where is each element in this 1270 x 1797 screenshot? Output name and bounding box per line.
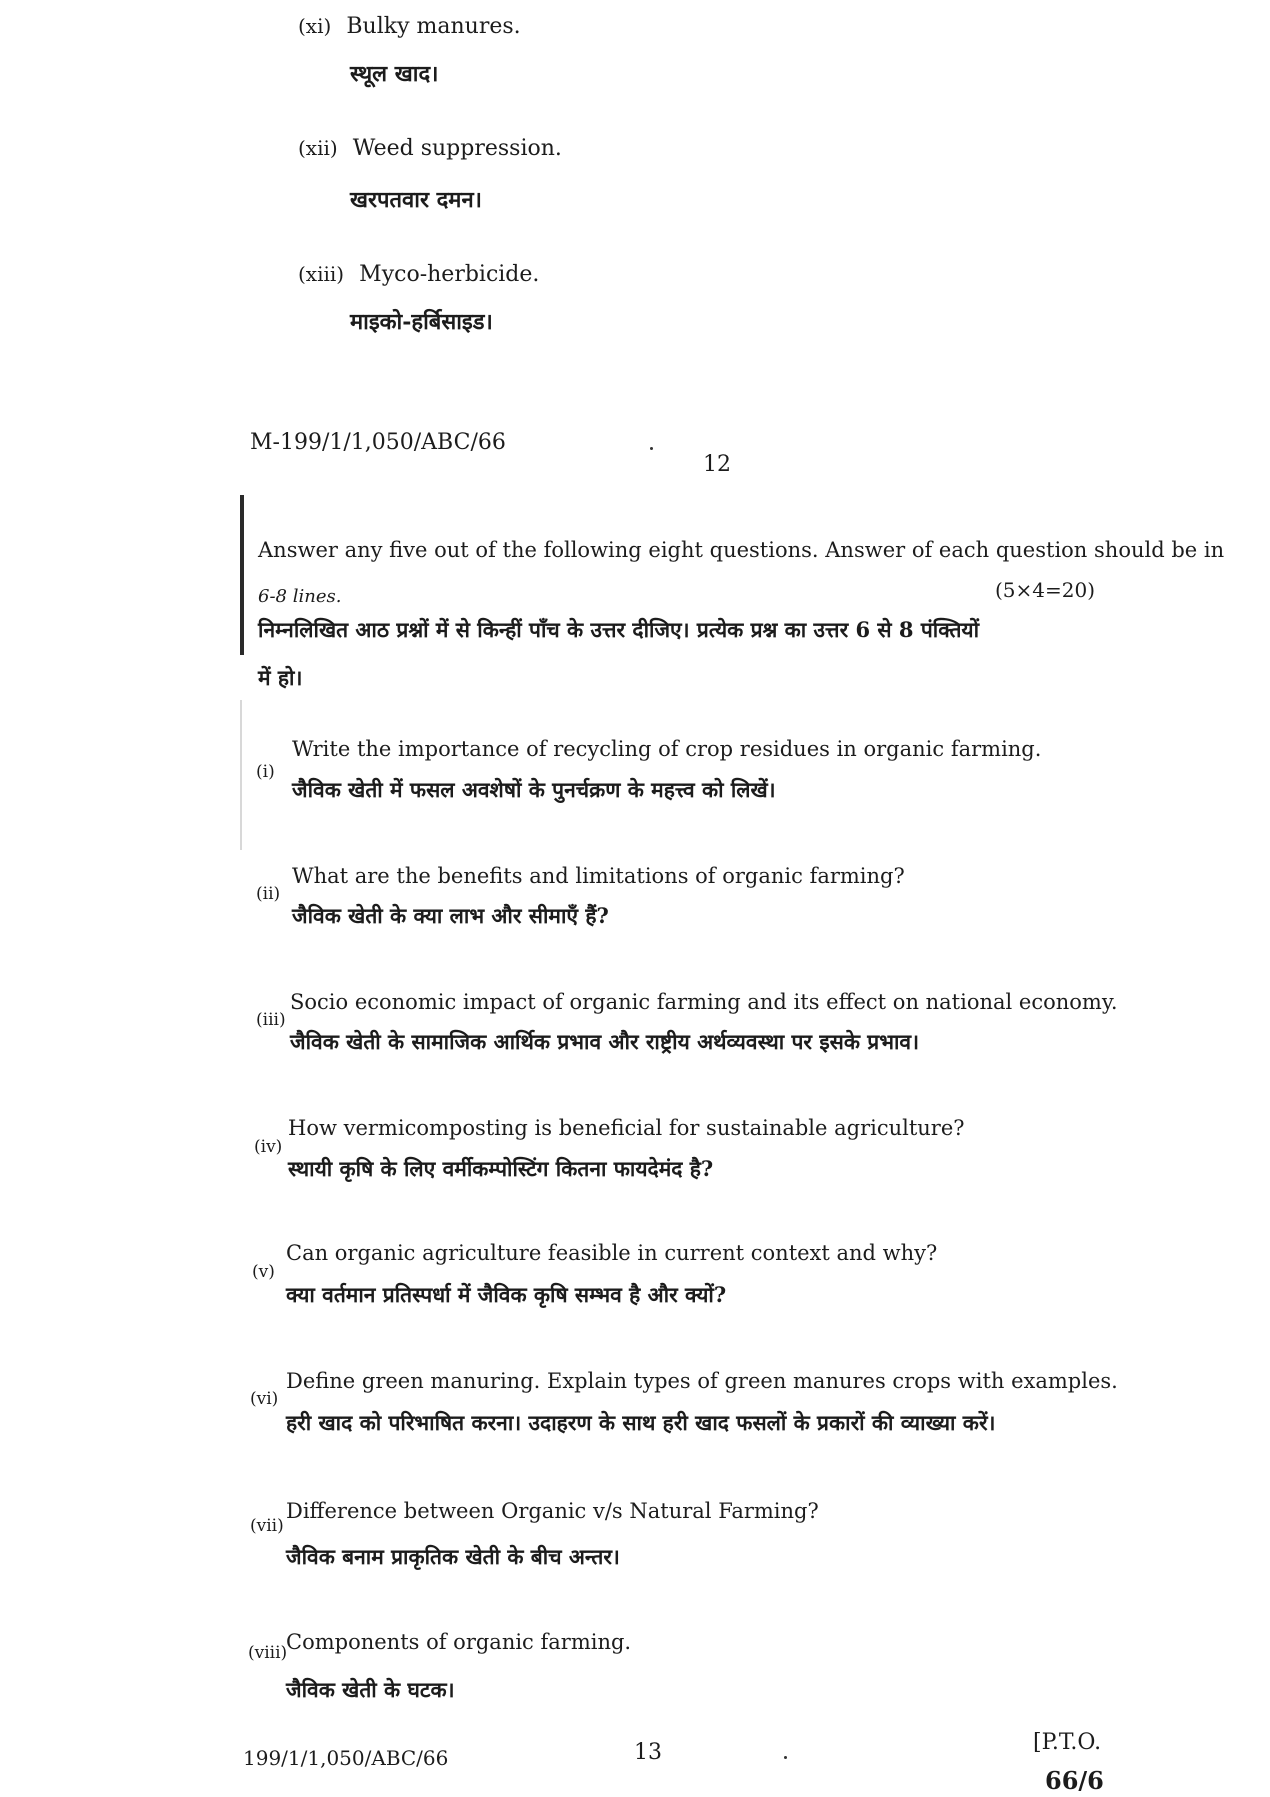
question-hindi: हरी खाद को परिभाषित करना। उदाहरण के साथ हरी खाद फसलों के प्रकारों की व्याख्या करें। [286, 1410, 996, 1435]
question-english: Socio economic impact of organic farming and its effect on national economy. [290, 990, 1118, 1014]
instruction-english: Answer any five out of the following eight questions. Answer of each question should be in [258, 538, 1225, 562]
question-english: Can organic agriculture feasible in current context and why? [286, 1241, 938, 1265]
instruction-lines: 6-8 lines. [258, 586, 342, 607]
question-hindi: जैविक खेती में फसल अवशेषों के पुनर्चक्रण के महत्त्व को लिखें। [292, 777, 776, 802]
question-english: Components of organic farming. [286, 1630, 632, 1654]
item-number: (xii) [298, 136, 338, 160]
page-number: 13 [634, 1740, 662, 1765]
question-number: (vi) [250, 1389, 279, 1409]
question-number: (i) [256, 762, 275, 782]
scan-margin-line [240, 495, 244, 655]
item-number: (xiii) [298, 262, 345, 286]
question-hindi: जैविक बनाम प्राकृतिक खेती के बीच अन्तर। [286, 1544, 620, 1569]
item-hindi: माइको-हर्बिसाइड। [350, 309, 493, 335]
top-item-xii [298, 136, 562, 161]
question-english: Write the importance of recycling of crop residues in organic farming. [292, 737, 1042, 761]
item-number: (xi) [298, 14, 332, 38]
question-hindi: स्थायी कृषि के लिए वर्मीकम्पोस्टिंग कितना फायदेमंद है? [288, 1156, 714, 1181]
top-item-xi [298, 14, 521, 39]
question-english: Define green manuring. Explain types of green manures crops with examples. [286, 1369, 1118, 1393]
item-english: Myco-herbicide. [359, 262, 540, 287]
scan-dot [784, 1756, 787, 1759]
item-english: Bulky manures. [346, 14, 521, 39]
question-english: Difference between Organic v/s Natural Farming? [286, 1499, 819, 1523]
question-number: (iii) [256, 1010, 286, 1030]
item-hindi: खरपतवार दमन। [350, 187, 483, 213]
question-number: (viii) [248, 1643, 288, 1663]
question-hindi: क्या वर्तमान प्रतिस्पर्धा में जैविक कृषि सम्भव है और क्यों? [286, 1282, 727, 1307]
question-hindi: जैविक खेती के क्या लाभ और सीमाएँ हैं? [292, 903, 609, 928]
question-number: (iv) [254, 1137, 283, 1157]
top-item-xiii [298, 262, 539, 287]
marks: (5×4=20) [995, 578, 1096, 602]
question-hindi: जैविक खेती के घटक। [286, 1677, 455, 1702]
paper-code: 199/1/1,050/ABC/66 [243, 1746, 449, 1770]
question-number: (ii) [256, 884, 281, 904]
question-number: (vii) [250, 1516, 284, 1536]
question-hindi: जैविक खेती के सामाजिक आर्थिक प्रभाव और राष्ट्रीय अर्थव्यवस्था पर इसके प्रभाव। [290, 1029, 920, 1054]
item-hindi: स्थूल खाद। [350, 61, 439, 87]
question-number: (v) [252, 1262, 275, 1282]
scan-dot [650, 447, 653, 450]
instruction-hindi-cont: में हो। [258, 665, 303, 690]
question-english: How vermicomposting is beneficial for sustainable agriculture? [288, 1116, 965, 1140]
paper-ref: 66/6 [1045, 1766, 1104, 1795]
scan-margin-line [240, 700, 242, 850]
pto-note: [P.T.O. [1033, 1730, 1102, 1755]
page-number: 12 [703, 452, 731, 477]
paper-code: M-199/1/1,050/ABC/66 [250, 430, 506, 455]
question-english: What are the benefits and limitations of organic farming? [292, 864, 905, 888]
instruction-hindi: निम्नलिखित आठ प्रश्नों में से किन्हीं पाँच के उत्तर दीजिए। प्रत्येक प्रश्न का उत्तर 6 से 8 पंक्तियों [258, 617, 980, 642]
item-english: Weed suppression. [352, 136, 562, 161]
